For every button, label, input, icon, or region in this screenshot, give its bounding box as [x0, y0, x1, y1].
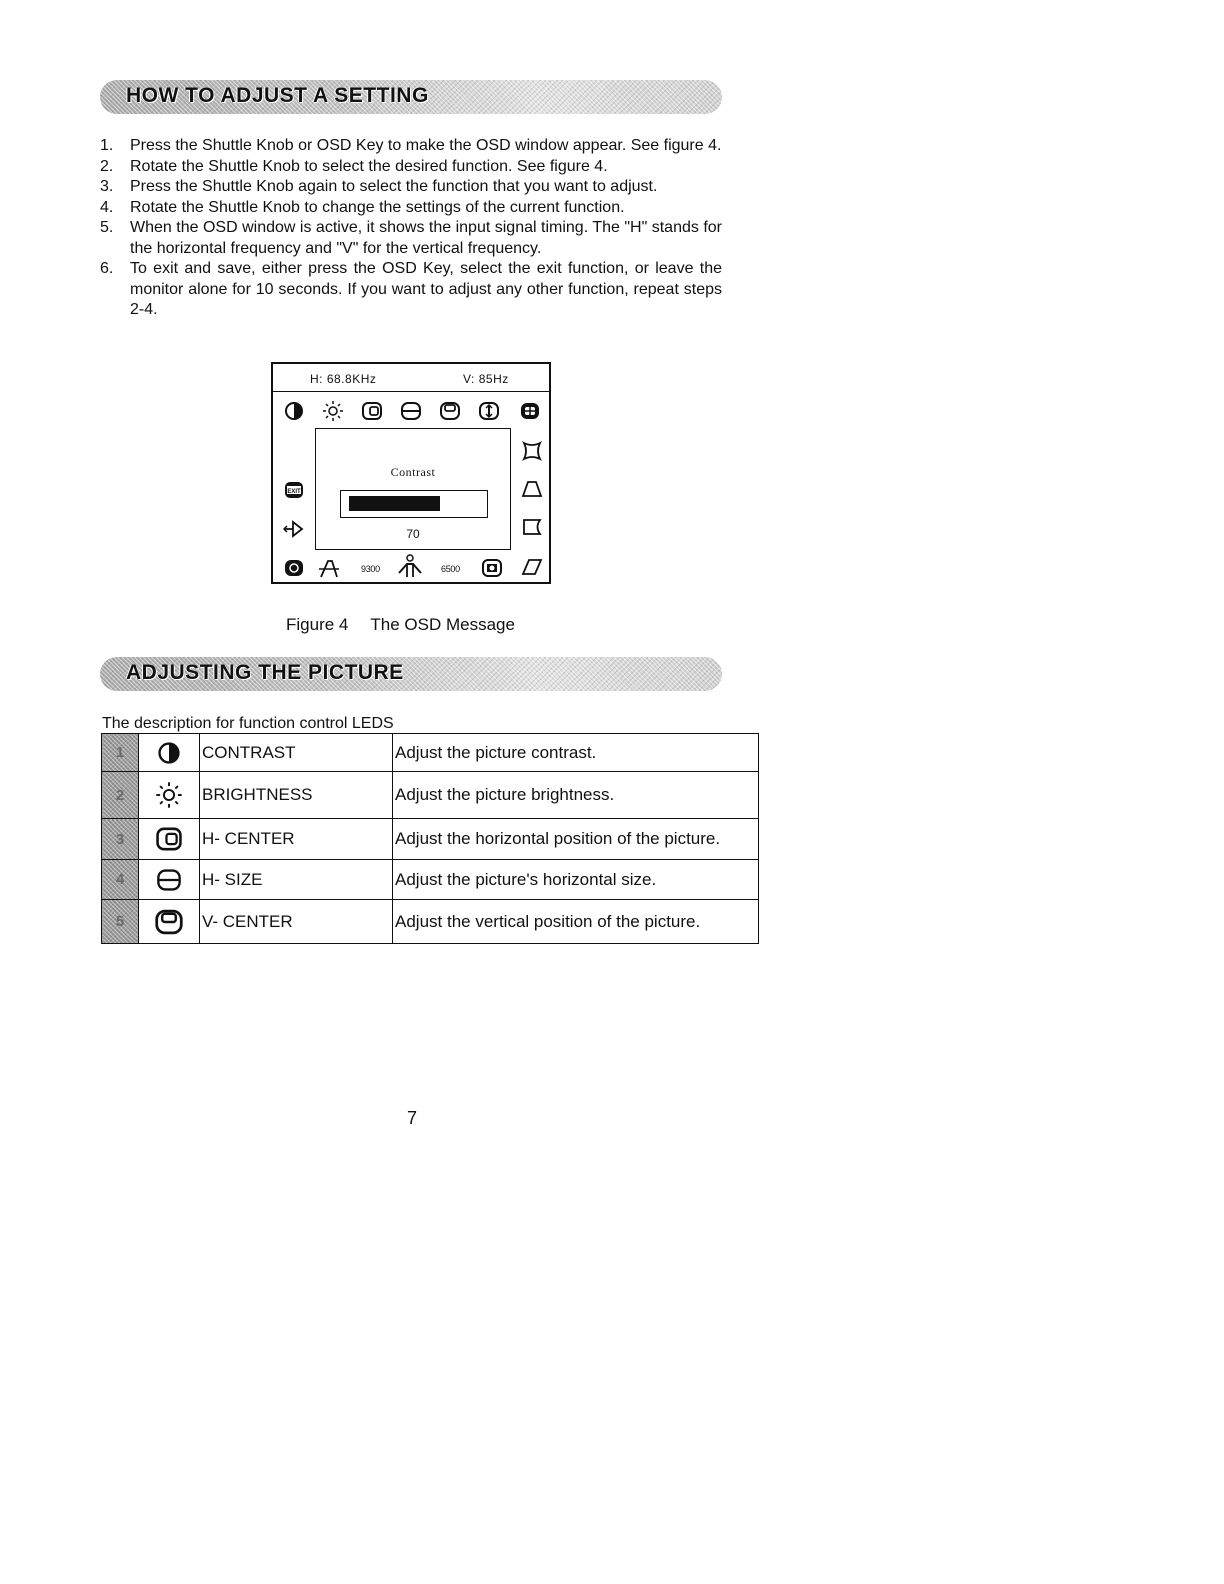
- h-size-icon: [154, 867, 184, 893]
- figure-title: The OSD Message: [370, 615, 515, 634]
- osd-adjust-panel: [315, 428, 511, 550]
- function-description: Adjust the picture brightness.: [393, 772, 759, 819]
- function-description: Adjust the picture contrast.: [393, 734, 759, 772]
- row-icon-cell: [139, 734, 200, 772]
- temp-6500-label: 6500: [441, 564, 460, 574]
- pincushion-icon[interactable]: [521, 440, 543, 462]
- h-center-icon: [153, 825, 185, 853]
- row-number: 1: [102, 734, 139, 772]
- step-item: 2. Rotate the Shuttle Knob to select the desired function. See figure 4.: [100, 157, 608, 175]
- row-number: 4: [102, 860, 139, 900]
- step-item: 5. When the OSD window is active, it shows the input signal timing. The "H" stands for the horizontal frequency and "V" for the vertical frequency.: [100, 219, 722, 257]
- section-title: HOW TO ADJUST A SETTING: [126, 84, 429, 107]
- section-title: ADJUSTING THE PICTURE: [126, 661, 404, 684]
- step-item: 3. Press the Shuttle Knob again to select the function that you want to adjust.: [100, 178, 658, 195]
- recall-color-icon[interactable]: [481, 557, 503, 579]
- temp-9300-label: 9300: [361, 564, 380, 574]
- table-row: [102, 819, 759, 860]
- page-number: 7: [407, 1108, 418, 1128]
- function-name: H- CENTER: [200, 819, 393, 860]
- contrast-icon: [156, 740, 182, 766]
- osd-function-label: Contrast: [390, 465, 436, 479]
- parallelogram-icon[interactable]: [521, 556, 543, 578]
- function-name: V- CENTER: [200, 900, 393, 944]
- step-text: Press the Shuttle Knob again to select the function that you want to adjust.: [130, 178, 658, 195]
- function-description: Adjust the vertical position of the picture.: [393, 900, 759, 944]
- section-banner-adjusting-picture: [100, 657, 722, 691]
- color-temp-user-icon[interactable]: [397, 553, 423, 579]
- table-row: [102, 860, 759, 900]
- row-icon-cell: [139, 860, 200, 900]
- exit-icon-label: EXIT: [287, 489, 301, 495]
- pin-balance-icon[interactable]: [521, 516, 543, 538]
- input-select-icon[interactable]: [283, 518, 305, 540]
- brightness-icon[interactable]: [322, 400, 344, 422]
- osd-window: [271, 362, 551, 584]
- step-item: 6. To exit and save, either press the OSD Key, select the exit function, or leave the monitor alone for 10 seconds. If you want to adjust any other function, repeat steps 2-4.: [100, 260, 722, 318]
- function-name: H- SIZE: [200, 860, 393, 900]
- row-icon-cell: [139, 819, 200, 860]
- trapezoid-icon[interactable]: [521, 478, 543, 500]
- table-row: [102, 772, 759, 819]
- function-name: BRIGHTNESS: [200, 772, 393, 819]
- brightness-icon: [155, 781, 183, 809]
- v-frequency: V: 85Hz: [463, 372, 509, 386]
- section-banner-how-to-adjust: [100, 80, 722, 114]
- v-center-icon: [153, 907, 185, 937]
- row-number: 2: [102, 772, 139, 819]
- language-icon[interactable]: [318, 557, 340, 579]
- figure-caption: [286, 615, 515, 635]
- function-name: CONTRAST: [200, 734, 393, 772]
- row-icon-cell: [139, 772, 200, 819]
- table-row: [102, 900, 759, 944]
- degauss-icon[interactable]: [283, 557, 305, 579]
- row-number: 3: [102, 819, 139, 860]
- h-center-icon[interactable]: [361, 400, 383, 422]
- h-frequency: H: 68.8KHz: [310, 372, 377, 386]
- row-icon-cell: [139, 900, 200, 944]
- osd-value: 70: [406, 527, 420, 541]
- osd-level-fill: [349, 496, 440, 511]
- steps-list: [100, 136, 722, 321]
- osd-level-bar[interactable]: [340, 490, 488, 518]
- recall-icon[interactable]: [519, 400, 541, 422]
- h-size-icon[interactable]: [400, 400, 422, 422]
- function-description: Adjust the picture's horizontal size.: [393, 860, 759, 900]
- figure-label: Figure 4: [286, 615, 349, 634]
- table-row: [102, 734, 759, 772]
- exit-icon[interactable]: [283, 479, 305, 501]
- step-item: 1. Press the Shuttle Knob or OSD Key to make the OSD window appear. See figure 4.: [100, 137, 722, 154]
- step-item: 4. Rotate the Shuttle Knob to change the settings of the current function.: [100, 198, 625, 216]
- function-description: Adjust the horizontal position of the picture.: [393, 819, 759, 860]
- v-size-icon[interactable]: [478, 400, 500, 422]
- osd-divider: [273, 391, 549, 392]
- step-text: Rotate the Shuttle Knob to change the settings of the current function.: [130, 198, 625, 216]
- contrast-icon[interactable]: [283, 400, 305, 422]
- step-text: To exit and save, either press the OSD Key, select the exit function, or leave the monitor alone for 10 seconds. If you want to adjust any other function, repeat steps 2-4.: [130, 260, 722, 318]
- function-led-table: [101, 733, 759, 944]
- table-caption: The description for function control LEDS: [102, 715, 394, 732]
- row-number: 5: [102, 900, 139, 944]
- step-text: Press the Shuttle Knob or OSD Key to make the OSD window appear. See figure 4.: [130, 137, 722, 154]
- step-text: When the OSD window is active, it shows the input signal timing. The "H" stands for the horizontal frequency and "V" for the vertical frequency.: [130, 219, 722, 257]
- v-center-icon[interactable]: [439, 400, 461, 422]
- step-text: Rotate the Shuttle Knob to select the desired function. See figure 4.: [130, 157, 608, 175]
